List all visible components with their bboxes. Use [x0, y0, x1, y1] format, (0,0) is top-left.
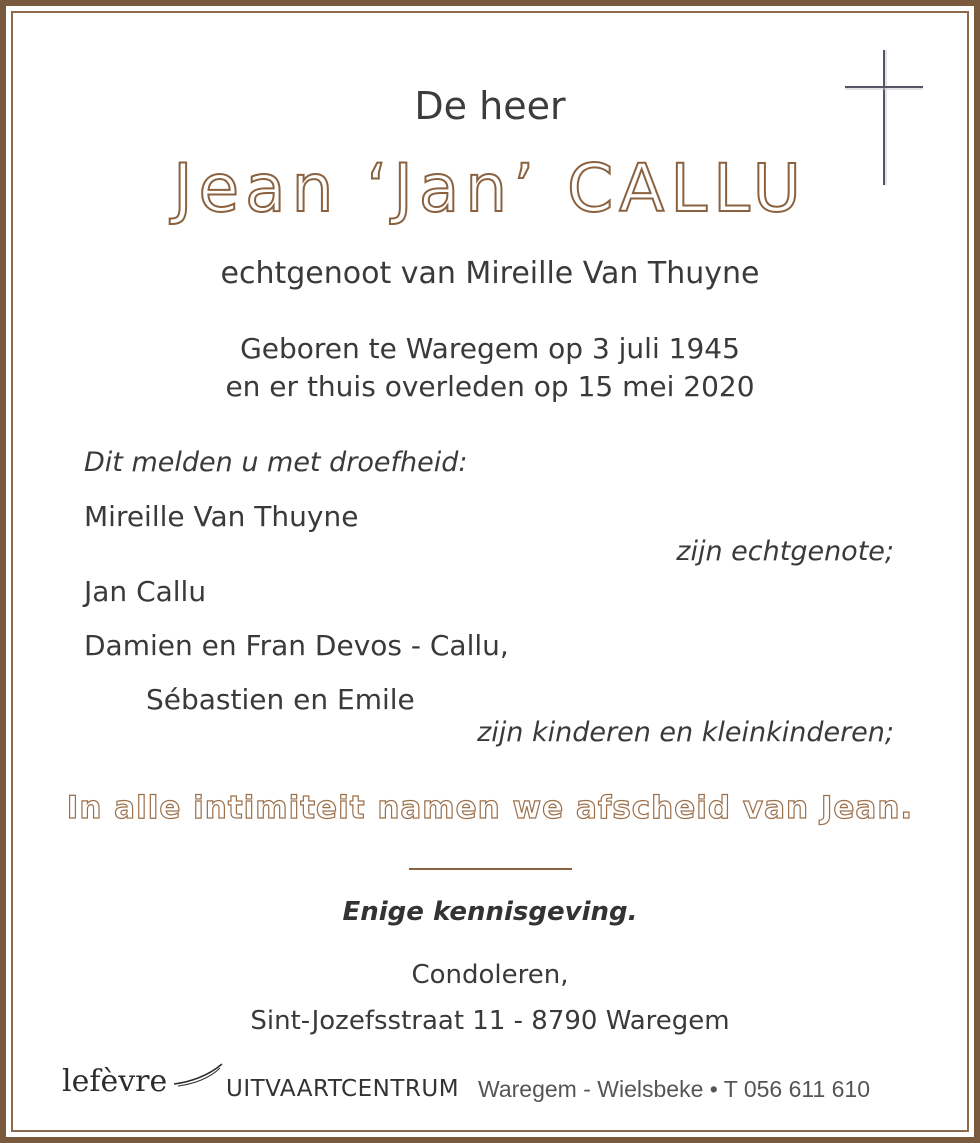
birth-line: Geboren te Waregem op 3 juli 1945 [240, 332, 740, 365]
intro-text: Dit melden u met droefheid: [84, 447, 468, 478]
logo-swoosh-icon [172, 1062, 224, 1088]
spouse-line: echtgenoot van Mireille Van Thuyne [220, 256, 760, 291]
mourner-child-2: Damien en Fran Devos - Callu, [84, 629, 509, 662]
salutation: De heer [414, 84, 566, 128]
deceased-name: Jean ‘Jan’ CALLU [173, 150, 807, 227]
funeral-home-logo: lefèvre [62, 1064, 168, 1099]
funeral-center-info: Waregem - Wielsbeke • T 056 611 610 [478, 1076, 871, 1102]
relation-children: zijn kinderen en kleinkinderen; [477, 717, 894, 748]
mourner-grandchildren: Sébastien en Emile [146, 683, 415, 716]
condolence-label: Condoleren, [411, 960, 569, 990]
divider [409, 868, 572, 870]
condolence-address: Sint-Jozefsstraat 11 - 8790 Waregem [250, 1006, 730, 1036]
death-line: en er thuis overleden op 15 mei 2020 [225, 370, 755, 403]
mourner-child-1: Jan Callu [84, 575, 207, 608]
closing-line: In alle intimiteit namen we afscheid van Jean. [66, 790, 914, 826]
notice-type: Enige kennisgeving. [342, 897, 638, 927]
mourner-spouse: Mireille Van Thuyne [84, 500, 359, 533]
funeral-center-name: UITVAARTCENTRUM [226, 1076, 460, 1102]
relation-spouse: zijn echtgenote; [676, 536, 894, 567]
